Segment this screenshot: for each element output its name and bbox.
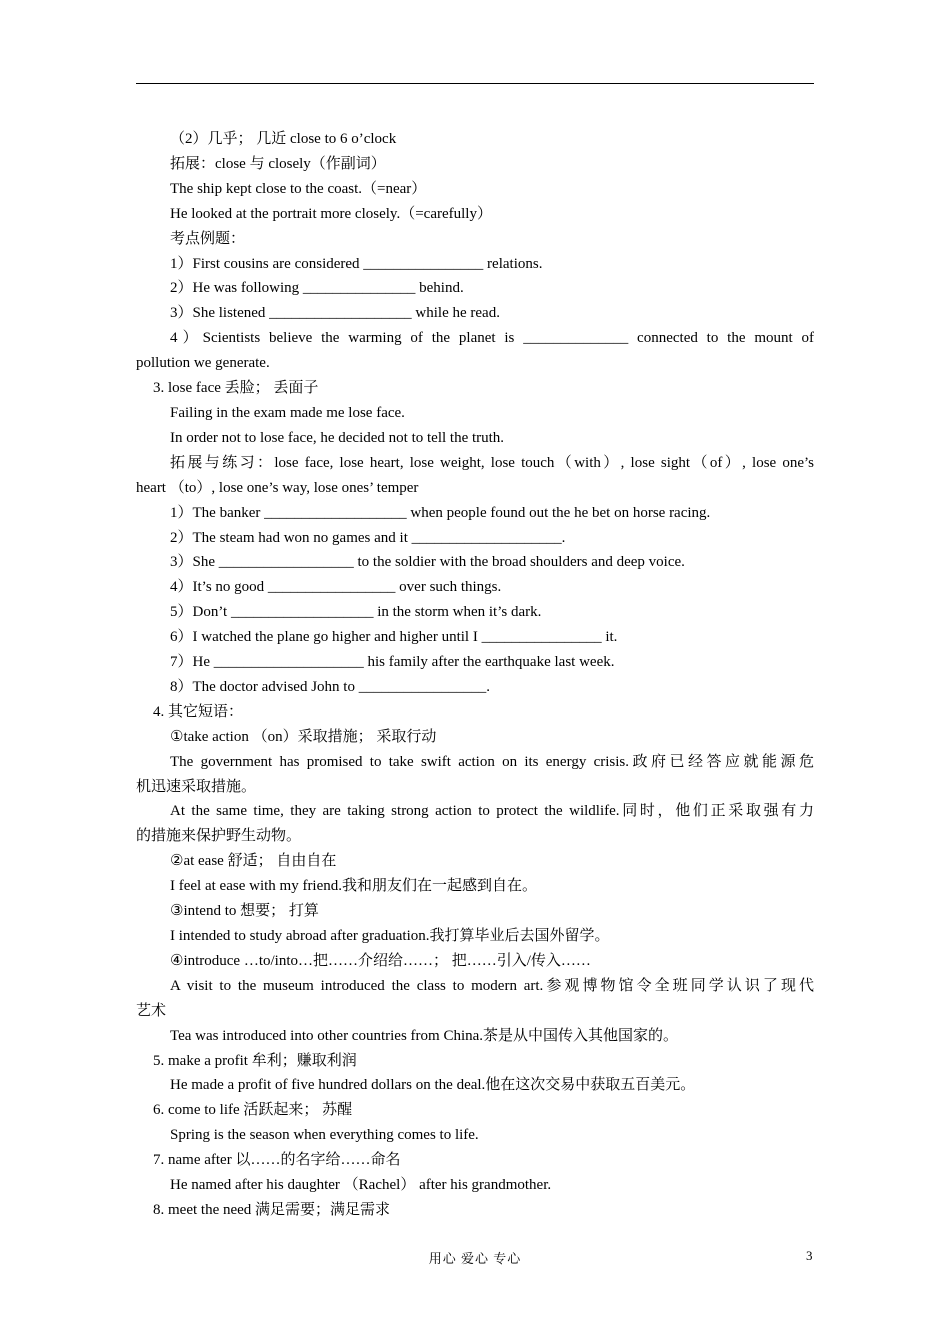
text-line: In order not to lose face, he decided not to tell the truth. [170, 429, 505, 446]
text-line: 3）She listened ___________________ while he read. [170, 305, 500, 322]
header-rule [136, 83, 814, 84]
text-line: ④introduce …to/into…把……介绍给……； 把……引入/传入…… [170, 952, 591, 969]
text-line: Tea was introduced into other countries from China.茶是从中国传入其他国家的。 [170, 1027, 679, 1044]
text-line: 考点例题： [170, 230, 246, 247]
text-line: 4. 其它短语： [153, 703, 244, 720]
text-line: At the same time, they are taking strong action to protect the wildlife.同时，他们正采取强有力 [170, 803, 814, 820]
text-line: 3）She __________________ to the soldier with the broad shoulders and deep voice. [170, 554, 685, 571]
text-line: 拓展与练习：lose face, lose heart, lose weight, lose touch（with）, lose sight（of）, lose one’s [170, 454, 814, 471]
text-line: 3. lose face 丢脸； 丢面子 [153, 380, 319, 397]
text-line: ②at ease 舒适； 自由自在 [170, 853, 337, 870]
text-line: He looked at the portrait more closely.（=carefully） [170, 205, 492, 222]
text-line: 1）The banker ___________________ when people found out the he bet on horse racing. [170, 504, 711, 521]
text-line: Spring is the season when everything comes to life. [170, 1127, 479, 1144]
text-line: 1）First cousins are considered ________________ relations. [170, 255, 543, 272]
text-line: ①take action （on）采取措施； 采取行动 [170, 728, 437, 745]
text-line: Failing in the exam made me lose face. [170, 404, 405, 421]
text-line: A visit to the museum introduced the class to modern art.参观博物馆令全班同学认识了现代 [170, 977, 814, 994]
document-body [136, 127, 814, 1223]
text-line: （2）几乎； 几近 close to 6 o’clock [170, 131, 397, 147]
text-line: The ship kept close to the coast.（=near） [170, 180, 427, 197]
text-line: 6）I watched the plane go higher and higher until I ________________ it. [170, 629, 618, 646]
text-line: 5）Don’t ___________________ in the storm when it’s dark. [170, 604, 542, 621]
text-line: 4）It’s no good _________________ over such things. [170, 579, 502, 596]
text-line: 拓展：close 与 closely（作副词） [170, 155, 386, 172]
text-line: 6. come to life 活跃起来； 苏醒 [153, 1102, 353, 1119]
text-line: The government has promised to take swift action on its energy crisis.政府已经答应就能源危 [170, 753, 814, 770]
text-line: I feel at ease with my friend.我和朋友们在一起感到自在。 [170, 878, 538, 895]
text-line: 的措施来保护野生动物。 [136, 828, 302, 845]
text-line: 艺术 [136, 1002, 167, 1019]
text-line: 8）The doctor advised John to _________________. [170, 678, 490, 695]
text-line: He made a profit of five hundred dollars on the deal.他在这次交易中获取五百美元。 [170, 1077, 696, 1094]
text-line: 4）Scientists believe the warming of the planet is ______________ connected to the mount of [170, 330, 814, 347]
text-line: heart （to）, lose one’s way, lose ones’ temper [136, 479, 419, 496]
page-number: 3 [806, 1248, 813, 1263]
text-line: He named after his daughter （Rachel） after his grandmother. [170, 1177, 552, 1194]
text-line: 2）He was following _______________ behind. [170, 280, 464, 297]
text-line: 2）The steam had won no games and it ____________________. [170, 529, 566, 546]
footer-motto: 用心 爱心 专心 [428, 1251, 522, 1266]
page-footer [0, 1248, 950, 1268]
text-line: 机迅速采取措施。 [136, 778, 257, 795]
text-line: ③intend to 想要； 打算 [170, 903, 319, 920]
text-line: I intended to study abroad after graduation.我打算毕业后去国外留学。 [170, 928, 610, 944]
text-line: 7）He ____________________ his family after the earthquake last week. [170, 654, 615, 671]
text-line: 8. meet the need 满足需要；满足需求 [153, 1201, 391, 1218]
text-line: 5. make a profit 牟利；赚取利润 [153, 1052, 357, 1069]
text-line: pollution we generate. [136, 355, 270, 372]
text-line: 7. name after 以……的名字给……命名 [153, 1152, 401, 1169]
